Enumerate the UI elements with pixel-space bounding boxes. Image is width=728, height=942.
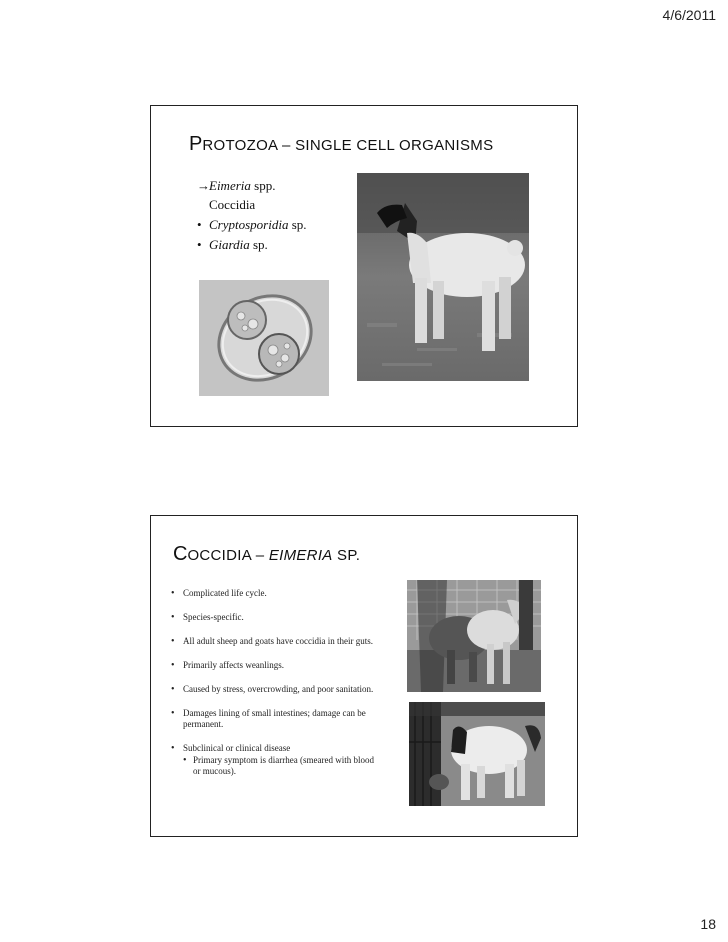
slide-protozoa: [150, 105, 578, 427]
list-item: [171, 588, 383, 599]
genus-name: Giardia: [209, 237, 250, 252]
bullet-text: Species-specific.: [183, 612, 244, 622]
bullet-icon: •: [171, 588, 175, 599]
title-subtitle: SINGLE CELL ORGANISMS: [295, 137, 494, 154]
bullet-line2: Coccidia: [209, 197, 256, 212]
bullet-suffix: spp.: [250, 178, 276, 193]
bullet-list: [197, 176, 347, 255]
bullet-icon: •: [171, 708, 175, 719]
title-initial: P: [189, 133, 203, 155]
bullet-text: Primarily affects weanlings.: [183, 660, 285, 670]
list-item: [171, 636, 383, 647]
sub-bullet-text: Primary symptom is diarrhea (smeared with blood or mucous).: [193, 755, 374, 776]
bullet-text: [209, 215, 307, 234]
oocyst-micrograph: [199, 280, 329, 396]
bullet-icon: •: [171, 612, 175, 623]
bullet-text: Caused by stress, overcrowding, and poor sanitation.: [183, 684, 374, 694]
title-suffix: SP.: [332, 547, 361, 564]
title-rest: ROTOZOA: [202, 137, 278, 154]
bullet-text: [209, 235, 268, 254]
title-dash: –: [251, 547, 269, 564]
title-dash: –: [277, 137, 296, 154]
title-rest: OCCIDIA: [187, 547, 252, 564]
bullet-suffix: sp.: [249, 237, 268, 252]
title-initial: C: [173, 543, 188, 565]
bullet-suffix: sp.: [288, 217, 307, 232]
bullet-text: Complicated life cycle.: [183, 588, 267, 598]
list-item: [171, 612, 383, 623]
page-number: 18: [700, 916, 716, 932]
bullet-icon: •: [171, 684, 175, 695]
bullet-icon: •: [197, 237, 202, 252]
list-item: [171, 660, 383, 671]
goat-barn-photo: [409, 702, 545, 806]
list-item: [197, 176, 347, 214]
goat-photo: [357, 173, 529, 381]
goats-fence-photo: [407, 580, 541, 692]
arrow-icon: →: [197, 178, 210, 193]
genus-name: Eimeria: [209, 178, 251, 193]
list-item: [171, 684, 383, 695]
sub-list-item: [183, 755, 383, 777]
bullet-text: Damages lining of small intestines; damage can be permanent.: [183, 708, 366, 729]
bullet-list: [171, 588, 383, 790]
page-date: 4/6/2011: [662, 7, 716, 23]
list-item: [171, 743, 383, 777]
genus-name: Cryptosporidia: [209, 217, 289, 232]
list-item: [197, 215, 347, 234]
bullet-text: Subclinical or clinical disease: [183, 743, 291, 753]
list-item: [197, 235, 347, 254]
bullet-icon: •: [171, 743, 175, 754]
bullet-text: [209, 176, 275, 214]
bullet-icon: •: [171, 636, 175, 647]
title-genus: EIMERIA: [268, 547, 333, 564]
bullet-icon: •: [197, 217, 202, 232]
bullet-icon: •: [183, 755, 187, 766]
slide-title: [173, 543, 360, 566]
bullet-body: [183, 743, 383, 777]
slide-coccidia: [150, 515, 578, 837]
bullet-icon: •: [171, 660, 175, 671]
slide-title: [189, 133, 493, 156]
bullet-text: All adult sheep and goats have coccidia in their guts.: [183, 636, 373, 646]
list-item: [171, 708, 383, 730]
